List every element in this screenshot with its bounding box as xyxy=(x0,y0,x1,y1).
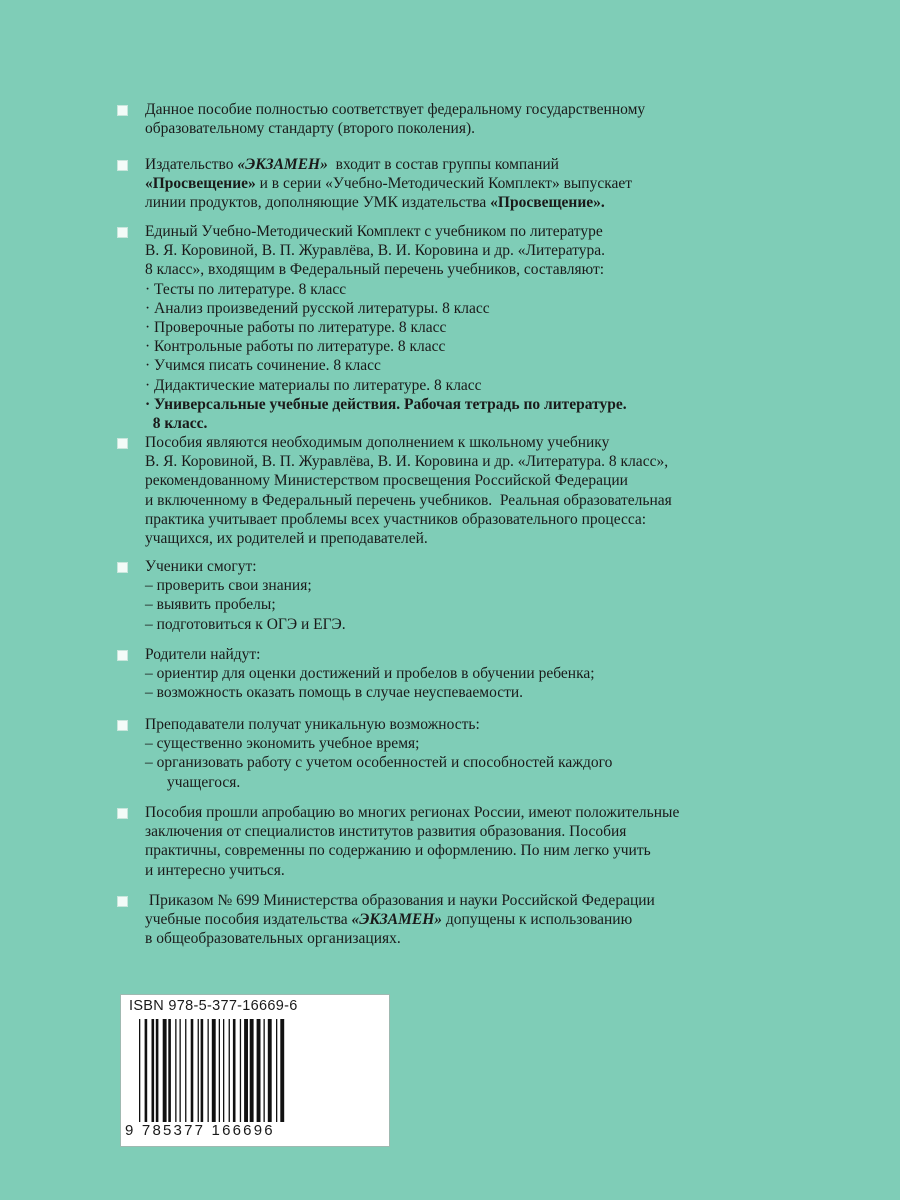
paragraph-umk-list xyxy=(120,222,760,433)
list-item: · Контрольные работы по литературе. 8 класс xyxy=(145,338,446,356)
square-bullet-icon xyxy=(117,808,128,819)
text-line: – ориентир для оценки достижений и пробелов в обучении ребенка; xyxy=(145,665,595,683)
paragraph-standard xyxy=(120,100,760,138)
text-line: учащихся, их родителей и преподавателей. xyxy=(145,530,428,548)
square-bullet-icon xyxy=(117,562,128,573)
square-bullet-icon xyxy=(117,438,128,449)
text-line: 8 класс», входящим в Федеральный перечень учебников, составляют: xyxy=(145,261,605,279)
text-line: Родители найдут: xyxy=(145,646,261,663)
list-item: · Дидактические материалы по литературе. 8 класс xyxy=(145,376,482,394)
text-line: практичны, современны по содержанию и оформлению. По ним легко учить xyxy=(145,842,651,860)
text-line: Приказом № 699 Министерства образования и науки Российской Федерации xyxy=(145,892,655,909)
paragraph-students xyxy=(120,557,760,634)
text-line: Издательство «ЭКЗАМЕН» входит в состав группы компаний xyxy=(145,156,559,173)
text-line: и интересно учиться. xyxy=(145,861,285,879)
text-line: образовательному стандарту (второго поколения). xyxy=(145,120,476,138)
text-line: Ученики смогут: xyxy=(145,558,257,575)
text-line: В. Я. Коровиной, В. П. Журавлёва, В. И. Коровина и др. «Литература. 8 класс», xyxy=(145,453,669,471)
isbn-barcode xyxy=(120,994,390,1147)
text-line: «Просвещение» и в серии «Учебно-Методический Комплект» выпускает xyxy=(145,175,633,193)
text-line: – проверить свои знания; xyxy=(145,577,312,595)
square-bullet-icon xyxy=(117,227,128,238)
paragraph-parents xyxy=(120,645,760,703)
list-item: · Проверочные работы по литературе. 8 класс xyxy=(145,319,447,337)
text-line: учащегося. xyxy=(167,773,241,791)
barcode-digits: 9 785377 166696 xyxy=(125,1122,275,1139)
text-line: Данное пособие полностью соответствует федеральному государственному xyxy=(145,101,646,118)
paragraph-publisher xyxy=(120,155,760,213)
list-item-highlighted: 8 класс. xyxy=(145,415,208,433)
list-item: · Учимся писать сочинение. 8 класс xyxy=(145,357,381,375)
text-line: В. Я. Коровиной, В. П. Журавлёва, В. И. Коровина и др. «Литература. xyxy=(145,242,606,260)
product-list xyxy=(145,280,760,434)
text-line: заключения от специалистов институтов развития образования. Пособия xyxy=(145,823,627,841)
list-item: · Анализ произведений русской литературы. 8 класс xyxy=(145,299,490,317)
text-line: Единый Учебно-Методический Комплект с учебником по литературе xyxy=(145,223,603,240)
square-bullet-icon xyxy=(117,105,128,116)
text-line: практика учитывает проблемы всех участников образовательного процесса: xyxy=(145,510,647,528)
publisher-name: «ЭКЗАМЕН» xyxy=(237,156,328,173)
text-line: – подготовиться к ОГЭ и ЕГЭ. xyxy=(145,615,346,633)
square-bullet-icon xyxy=(117,650,128,661)
text-line: – организовать работу с учетом особенностей и способностей каждого xyxy=(145,754,613,772)
text-line: Пособия являются необходимым дополнением к школьному учебнику xyxy=(145,434,610,451)
list-item-highlighted: · Универсальные учебные действия. Рабочая тетрадь по литературе. xyxy=(145,395,627,413)
text-line: и включенному в Федеральный перечень учебников. Реальная образовательная xyxy=(145,491,672,509)
list-item: · Тесты по литературе. 8 класс xyxy=(145,280,347,298)
text-line: Преподаватели получат уникальную возможность: xyxy=(145,716,480,733)
square-bullet-icon xyxy=(117,720,128,731)
square-bullet-icon xyxy=(117,896,128,907)
isbn-label: ISBN 978-5-377-16669-6 xyxy=(129,998,298,1014)
text-line: линии продуктов, дополняющие УМК издательства «Просвещение». xyxy=(145,194,605,212)
paragraph-order xyxy=(120,891,760,949)
text-line: учебные пособия издательства «ЭКЗАМЕН» допущены к использованию xyxy=(145,911,633,929)
paragraph-approbation xyxy=(120,803,760,880)
text-line: – выявить пробелы; xyxy=(145,596,276,614)
publisher-name: «ЭКЗАМЕН» xyxy=(351,911,443,929)
text-line: – существенно экономить учебное время; xyxy=(145,735,420,753)
paragraph-teachers xyxy=(120,715,760,792)
text-line: Пособия прошли апробацию во многих регионах России, имеют положительные xyxy=(145,804,680,821)
text-line: – возможность оказать помощь в случае неуспеваемости. xyxy=(145,684,524,702)
paragraph-supplement xyxy=(120,433,760,548)
text-line: в общеобразовательных организациях. xyxy=(145,930,401,948)
square-bullet-icon xyxy=(117,160,128,171)
text-line: рекомендованному Министерством просвещения Российской Федерации xyxy=(145,472,628,490)
barcode-bars xyxy=(135,1019,381,1122)
